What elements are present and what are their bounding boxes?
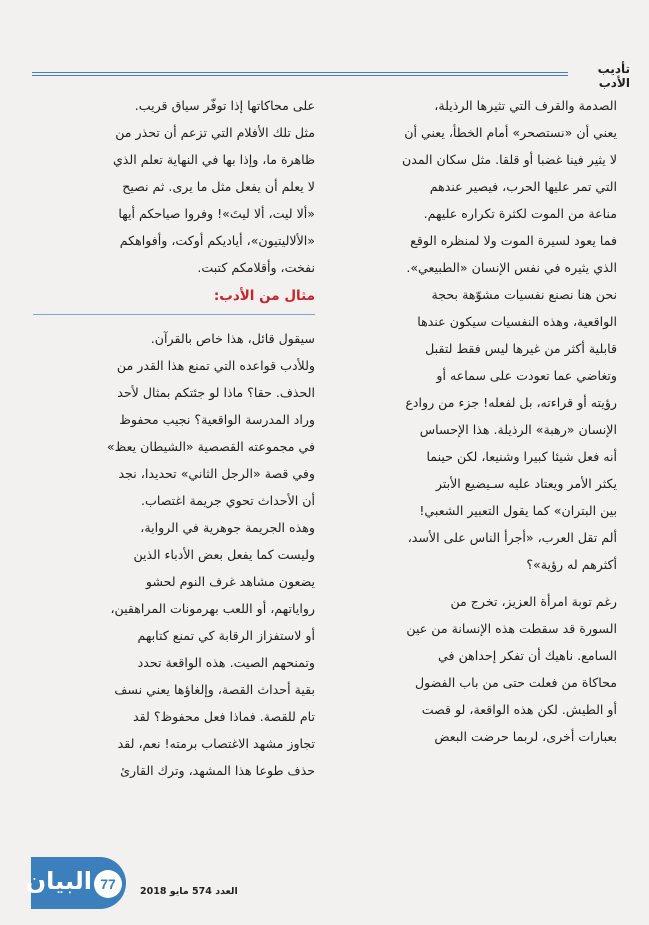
text-line: بقية أحداث القصة، وإلغاؤها يعني نسف [114, 682, 315, 697]
text-line: تجاوز مشهد الاغتصاب برمته! نعم، لقد [117, 736, 315, 751]
right-para-1 [330, 92, 617, 578]
text-line: الواقعية، وهذه النفسيات سيكون عندها [417, 314, 617, 329]
text-line: يضعون مشاهد غرف النوم لحشو [145, 574, 315, 589]
text-line: أو لاستفزاز الرقابة كي تمنع كتابهم [137, 628, 315, 643]
text-line: بعبارات أخرى، لربما حرضت البعض [434, 729, 617, 744]
text-line: تام للقصة. فماذا فعل محفوظ؟ لقد [133, 709, 315, 724]
text-line: حذف طوعا هذا المشهد، وترك القارئ [120, 763, 315, 778]
text-line: فما يعود لسيرة الموت ولا لمنظره الوقع [410, 233, 617, 248]
subheading-rule [33, 314, 315, 315]
text-line: على محاكاتها إذا توفّر سياق قريب. [134, 98, 315, 113]
text-line: محاكاة من فعلت حتى من باب الفضول [414, 675, 617, 690]
text-line: وليست كما يفعل بعض الأدباء الذين [133, 547, 315, 562]
text-line: لا يثير فينا غضبا أو قلقا. مثل سكان المدن [402, 152, 617, 167]
text-line: ألم تقل العرب، «أجرأ الناس على الأسد، [407, 530, 617, 545]
text-line: بين البتران» كما يقول التعبير الشعبي! [419, 503, 617, 518]
text-line: وهذه الجريمة جوهرية في الرواية، [140, 520, 315, 535]
text-line: رؤيته أو قراءته، بل لفعله! جزء من روادع [405, 395, 617, 410]
right-column [330, 92, 617, 750]
text-line: وللأدب قواعده التي تمنع هذا القدر من [116, 358, 315, 373]
text-line: نفخت، وأقلامكم كتبت. [197, 260, 315, 275]
text-line: التي تمر عليها الحرب، فيصير عندهم [429, 179, 617, 194]
text-line: رغم توبة امرأة العزيز، تخرج من [450, 594, 617, 609]
text-line: في مجموعته القصصية «الشيطان يعظ» [106, 439, 315, 454]
text-line: السورة قد سقطت هذه الإنسانة من عين [406, 621, 617, 636]
paragraph-gap [330, 578, 617, 588]
text-line: الإنسان «رهبة» الرذيلة. هذا الإحساس [419, 422, 617, 437]
text-line: يكثر الأمر ويعتاد عليه سـيضيع الأبتر [435, 476, 617, 491]
text-line: السامع. ناهيك أن تفكر إحداهن في [438, 648, 617, 663]
magazine-logo: البيان [25, 867, 92, 895]
text-line: وتمنحهم الصيت. هذه الواقعة تحدد [137, 655, 315, 670]
text-line: مناعة من الموت لكثرة تكراره عليهم. [423, 206, 617, 221]
text-line: أنه فعل شيئا كبيرا وشنيعا، لكن حينما [426, 449, 617, 464]
text-line: لا يعلم أن يفعل مثل ما يرى. ثم نصيح [122, 179, 315, 194]
text-line: نحن هنا نصنع نفسيات مشوّهة بحجة [431, 287, 617, 302]
text-line: سيقول قائل، هذا خاص بالقرآن. [150, 331, 315, 346]
text-line: الصدمة والقرف التي تثيرها الرذيلة، [434, 98, 617, 113]
text-line: «ألا ليت، ألا ليتَ»! وفروا صياحكم أيها [118, 206, 315, 221]
header-rule [32, 72, 568, 76]
left-para-1 [33, 92, 315, 281]
text-line: أو الطيش. لكن هذه الواقعة، لو قصت [421, 702, 617, 717]
text-line: وراد المدرسة الواقعية؟ نجيب محفوظ [119, 412, 315, 427]
issue-info: العدد 574 مايو 2018 [140, 886, 238, 897]
text-line: «الألاليتيون»، أياديكم أوكت، وأفواهكم [119, 233, 315, 248]
page-number: 77 [94, 870, 122, 898]
text-line: الذي يثيره في نفس الإنسان «الطبيعي». [406, 260, 617, 275]
header-title: تأديب الأدب [597, 62, 630, 90]
right-para-2 [330, 588, 617, 750]
text-line: قابلية أكثر من غيرها ليس فقط لتقبل [425, 341, 617, 356]
text-line: ظاهرة ما، وإذا بها في النهاية تعلم الذي [112, 152, 315, 167]
text-line: وتغاضي عما تعودت على سماعه أو [436, 368, 617, 383]
text-line: يعني أن «نستصحر» أمام الخطأ، يعني أن [404, 125, 617, 140]
text-line: رواياتهم، أو اللعب بهرمونات المراهقين، [110, 601, 315, 616]
text-line: أكثرهم له رؤية»؟ [526, 557, 617, 572]
text-line: وفي قصة «الرجل الثاني» تحديدا، نجد [118, 466, 315, 481]
text-line: أن الأحداث تحوي جريمة اغتصاب. [141, 493, 315, 508]
left-para-2 [33, 325, 315, 784]
subheading: مثال من الأدب: [213, 288, 315, 304]
text-line: مثل تلك الأفلام التي تزعم أن تحذر من [115, 125, 315, 140]
left-column [33, 92, 315, 784]
text-line: الحذف. حقا؟ ماذا لو جئتكم بمثال لأحد [117, 385, 315, 400]
